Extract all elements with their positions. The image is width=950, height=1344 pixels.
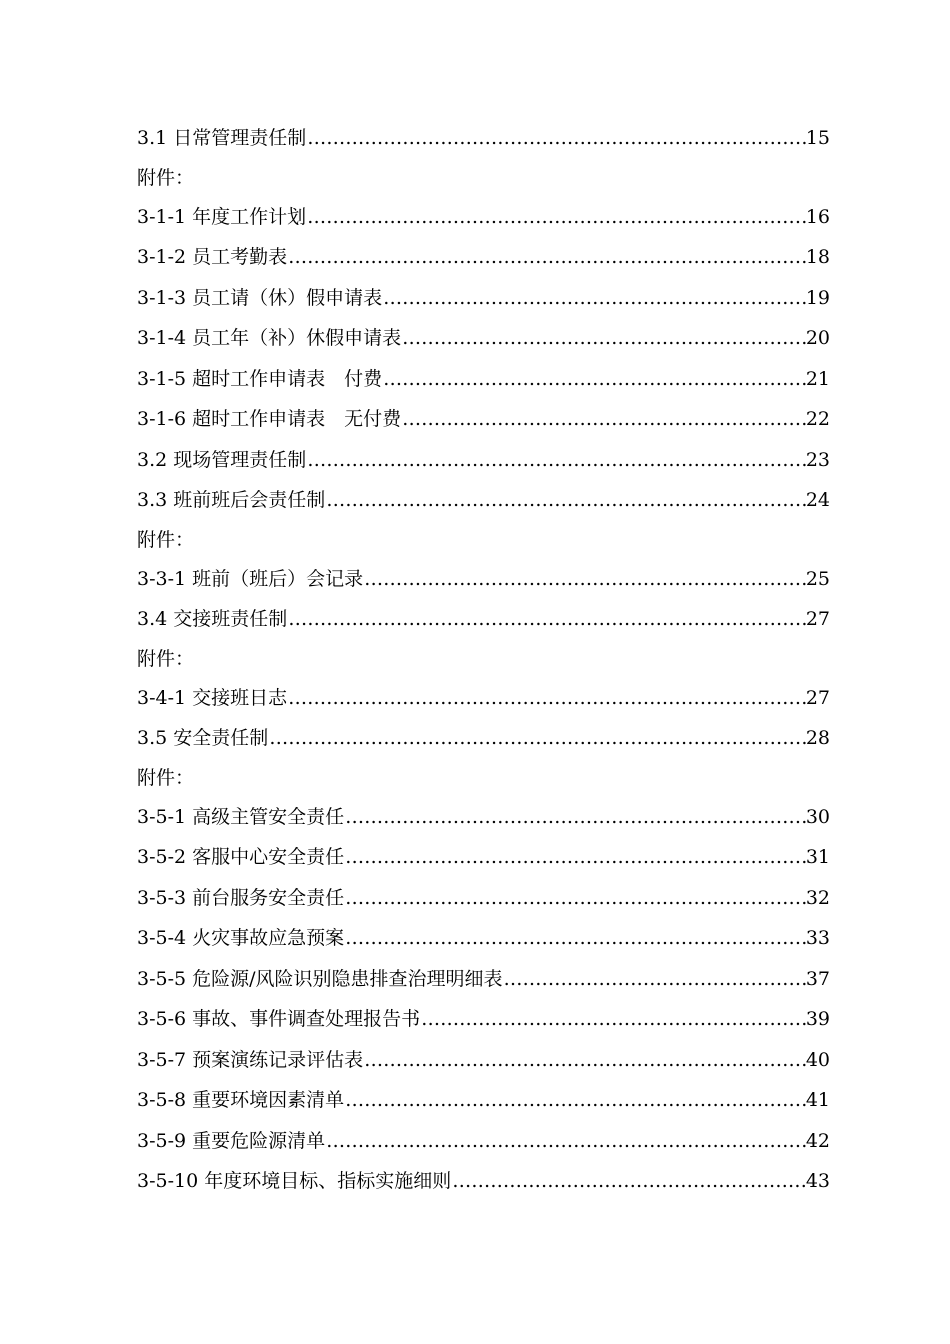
- toc-entry[interactable]: [137, 1161, 830, 1202]
- toc-entry[interactable]: [137, 237, 830, 278]
- toc-entry[interactable]: [137, 480, 830, 521]
- toc-heading-label: 附件：: [137, 166, 195, 189]
- toc-page-number: 16: [805, 205, 830, 228]
- toc-page-number: 30: [805, 805, 830, 828]
- toc-entry-title: 3.5 安全责任制: [137, 727, 269, 749]
- toc-entry-title: 3-5-8 重要环境因素清单: [137, 1089, 345, 1111]
- toc-attachment-heading: [137, 640, 830, 678]
- toc-entry-title: 3-1-6 超时工作申请表 无付费: [137, 408, 402, 430]
- dot-leader: [344, 797, 806, 838]
- dot-leader: [306, 440, 806, 481]
- toc-page-number: 40: [805, 1048, 830, 1071]
- dot-leader: [401, 318, 806, 359]
- toc-page-number: 23: [805, 448, 830, 471]
- toc-entry[interactable]: [137, 1080, 830, 1121]
- toc-page-number: 18: [805, 246, 830, 268]
- toc-entry[interactable]: [137, 797, 830, 838]
- dot-leader: [363, 1040, 806, 1081]
- toc-page-number: 22: [805, 408, 830, 430]
- toc-entry-title: 3-1-1 年度工作计划: [137, 205, 307, 228]
- dot-leader: [363, 559, 806, 600]
- toc-entry[interactable]: [137, 718, 830, 759]
- toc-entry-title: 3-5-10 年度环境目标、指标实施细则: [137, 1170, 452, 1192]
- toc-page-number: 19: [805, 286, 830, 309]
- dot-leader: [325, 1121, 806, 1162]
- toc-attachment-heading: [137, 159, 830, 197]
- toc-entry-title: 3-5-7 预案演练记录评估表: [137, 1048, 364, 1071]
- toc-entry-title: 3-5-9 重要危险源清单: [137, 1129, 326, 1152]
- dot-leader: [344, 1080, 806, 1121]
- toc-entry-title: 3-5-3 前台服务安全责任: [137, 886, 345, 909]
- toc-entry-title: 3.4 交接班责任制: [137, 608, 288, 630]
- dot-leader: [287, 678, 806, 719]
- toc-page-number: 21: [805, 367, 830, 390]
- dot-leader: [382, 359, 806, 400]
- dot-leader: [451, 1161, 806, 1202]
- toc-entry[interactable]: [137, 399, 830, 440]
- dot-leader: [268, 718, 806, 759]
- toc-page-number: 27: [805, 608, 830, 630]
- table-of-contents: [137, 118, 830, 1202]
- toc-entry[interactable]: [137, 1121, 830, 1162]
- toc-page-number: 32: [805, 886, 830, 909]
- toc-entry[interactable]: [137, 318, 830, 359]
- dot-leader: [503, 959, 806, 1000]
- toc-entry[interactable]: [137, 599, 830, 640]
- toc-page-number: 20: [805, 327, 830, 349]
- toc-entry[interactable]: [137, 440, 830, 481]
- toc-entry[interactable]: [137, 878, 830, 919]
- dot-leader: [344, 837, 806, 878]
- toc-page-number: 43: [805, 1170, 830, 1192]
- toc-entry-title: 3-3-1 班前（班后）会记录: [137, 567, 364, 590]
- toc-entry[interactable]: [137, 678, 830, 719]
- toc-entry-title: 3-4-1 交接班日志: [137, 686, 288, 709]
- toc-entry-title: 3-5-1 高级主管安全责任: [137, 805, 345, 828]
- toc-page-number: 27: [805, 686, 830, 709]
- toc-entry-title: 3-1-4 员工年（补）休假申请表: [137, 327, 402, 349]
- dot-leader: [325, 480, 806, 521]
- toc-page-number: 15: [805, 127, 830, 149]
- toc-page-number: 33: [805, 927, 830, 949]
- toc-attachment-heading: [137, 521, 830, 559]
- toc-page-number: 31: [805, 846, 830, 868]
- toc-page-number: 39: [805, 1008, 830, 1030]
- dot-leader: [344, 918, 806, 959]
- toc-page-number: 41: [805, 1089, 830, 1111]
- toc-entry-title: 3-5-6 事故、事件调查处理报告书: [137, 1008, 421, 1030]
- toc-entry-title: 3-1-5 超时工作申请表 付费: [137, 367, 383, 390]
- toc-heading-label: 附件：: [137, 766, 195, 789]
- dot-leader: [306, 118, 806, 159]
- dot-leader: [344, 878, 806, 919]
- toc-entry[interactable]: [137, 918, 830, 959]
- toc-entry-title: 3-5-2 客服中心安全责任: [137, 846, 345, 868]
- dot-leader: [420, 999, 806, 1040]
- toc-entry[interactable]: [137, 1040, 830, 1081]
- toc-entry-title: 3-1-2 员工考勤表: [137, 246, 288, 268]
- dot-leader: [382, 278, 806, 319]
- toc-entry[interactable]: [137, 359, 830, 400]
- toc-entry[interactable]: [137, 999, 830, 1040]
- toc-entry-title: 3.1 日常管理责任制: [137, 127, 307, 149]
- toc-entry-title: 3.3 班前班后会责任制: [137, 489, 326, 511]
- toc-page-number: 28: [805, 727, 830, 749]
- dot-leader: [306, 197, 806, 238]
- toc-page-number: 24: [805, 489, 830, 511]
- dot-leader: [287, 599, 806, 640]
- toc-entry[interactable]: [137, 118, 830, 159]
- toc-entry-title: 3-5-5 危险源/风险识别隐患排查治理明细表: [137, 967, 503, 990]
- dot-leader: [401, 399, 806, 440]
- dot-leader: [287, 237, 806, 278]
- toc-entry-title: 3-1-3 员工请（休）假申请表: [137, 286, 383, 309]
- toc-heading-label: 附件：: [137, 647, 195, 670]
- toc-page-number: 25: [805, 567, 830, 590]
- toc-page-number: 37: [805, 967, 830, 990]
- toc-entry-title: 3-5-4 火灾事故应急预案: [137, 927, 345, 949]
- toc-entry[interactable]: [137, 559, 830, 600]
- toc-page-number: 42: [805, 1129, 830, 1152]
- toc-entry[interactable]: [137, 197, 830, 238]
- toc-entry[interactable]: [137, 837, 830, 878]
- toc-entry[interactable]: [137, 959, 830, 1000]
- toc-attachment-heading: [137, 759, 830, 797]
- toc-heading-label: 附件：: [137, 528, 195, 551]
- toc-entry[interactable]: [137, 278, 830, 319]
- toc-entry-title: 3.2 现场管理责任制: [137, 448, 307, 471]
